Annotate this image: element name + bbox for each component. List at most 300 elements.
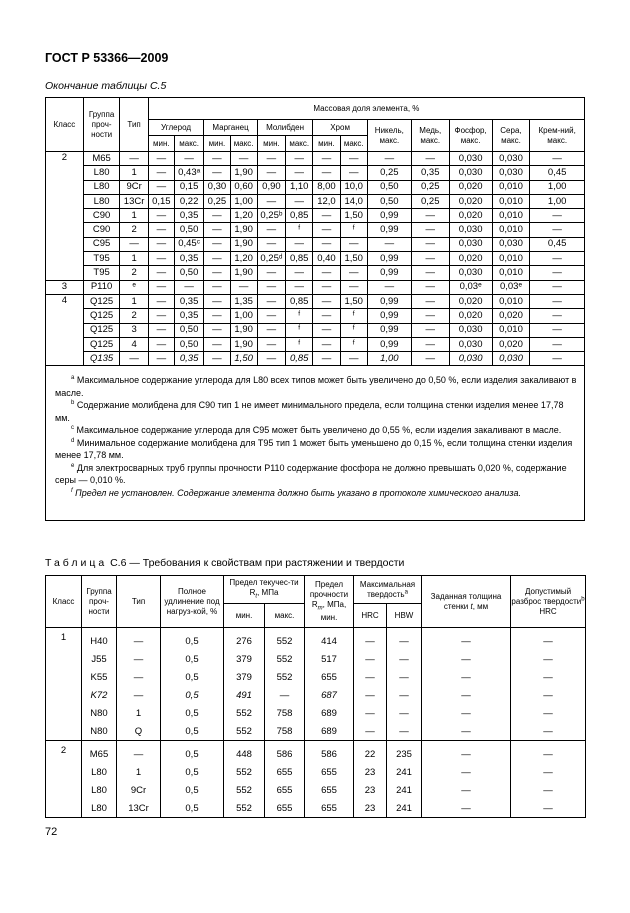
table6-cell: — <box>422 781 511 799</box>
table5-cell: 0,030 <box>449 223 492 237</box>
table5-cell: 2 <box>120 266 148 280</box>
th6-max: макс. <box>265 604 305 628</box>
footnote-mark: b <box>71 400 75 407</box>
table5-cell: L80 <box>83 194 120 208</box>
table5-cell: 0,010 <box>492 294 530 308</box>
table5-cell: — <box>411 266 449 280</box>
table5-cell: — <box>230 152 257 166</box>
table6-cell: — <box>422 668 511 686</box>
table5-cell: 0,010 <box>492 323 530 337</box>
table5-cell: 0,45 <box>530 166 585 180</box>
table5-cell: 0,030 <box>449 323 492 337</box>
table5-cell: — <box>230 280 257 294</box>
table5-cell: 0,35 <box>174 209 203 223</box>
table6-row <box>46 628 586 651</box>
table6-cell: — <box>387 668 422 686</box>
table6-cell: K72 <box>82 686 117 704</box>
table6-row <box>46 722 586 741</box>
table6-cell: — <box>387 704 422 722</box>
table5-cell: T95 <box>83 266 120 280</box>
th6-yield-text: Предел текучес-ти R <box>229 577 299 597</box>
table5-cell: — <box>120 152 148 166</box>
th6-class: Класс <box>46 576 82 628</box>
table6-cell: — <box>117 628 161 651</box>
th-min: мин. <box>204 136 230 152</box>
table5-cell: 0,020 <box>449 209 492 223</box>
table5-cell: 0,85 <box>286 352 313 366</box>
table6-cell: 689 <box>305 704 354 722</box>
table5-cell: — <box>411 237 449 251</box>
table5-cell: 0,99 <box>367 309 411 323</box>
table6-cell: — <box>354 722 387 741</box>
table6-cell: 379 <box>224 668 265 686</box>
th-max: макс. <box>340 136 367 152</box>
th-min: мин. <box>148 136 174 152</box>
table5-cell: 8,00 <box>313 180 340 194</box>
footnote-text: Максимальное содержание углерода для L80 всех типов может быть увеличено до 0,50 %, если изделия закаливают в масле. <box>55 375 577 398</box>
table5-cell: 1,00 <box>530 180 585 194</box>
table5-cell: 4 <box>120 337 148 351</box>
table5-cell: C90 <box>83 209 120 223</box>
table5-cell: 0,50 <box>174 266 203 280</box>
table5-cell: C95 <box>83 237 120 251</box>
table5-cell: — <box>313 294 340 308</box>
th-silicon: Крем-ний, макс. <box>530 120 585 152</box>
table5-cell: 0,010 <box>492 266 530 280</box>
table5-cell: 2 <box>120 309 148 323</box>
table6-cell: 241 <box>387 781 422 799</box>
table5-cell: — <box>313 166 340 180</box>
table6-row <box>46 741 586 764</box>
footnote <box>55 437 578 462</box>
table5-cell: — <box>204 252 230 266</box>
table5-cell: — <box>286 266 313 280</box>
table6-cell: — <box>422 763 511 781</box>
th6-thickness-unit: , мм <box>472 601 489 611</box>
table6-cell: — <box>511 722 586 741</box>
table5-cell: 0,25ᵇ <box>257 209 285 223</box>
th6-type: Тип <box>117 576 161 628</box>
table6-cell: — <box>117 668 161 686</box>
table6-cell: — <box>511 781 586 799</box>
table5-cell: 0,40 <box>313 252 340 266</box>
table5-cell: ᶠ <box>340 309 367 323</box>
th-phosphorus: Фосфор, макс. <box>449 120 492 152</box>
table6-caption <box>45 557 404 569</box>
table5-cell: ᶠ <box>340 337 367 351</box>
footnote-text: Минимальное содержание молибдена для Т95 тип 1 может быть уменьшено до 0,15 %, если толщина стенки изделия менее 17,78 мм. <box>55 437 573 461</box>
table6-cell: 0,5 <box>161 763 224 781</box>
table5-cell: 10,0 <box>340 180 367 194</box>
table5-cell: — <box>411 294 449 308</box>
th-max: макс. <box>174 136 203 152</box>
table5-cell: ᶠ <box>340 223 367 237</box>
table5-cell: — <box>313 280 340 294</box>
table6-caption-text: С.6 — Требования к свойствам при растяжении и твердости <box>107 557 405 569</box>
th6-spread-sup: b <box>581 595 585 602</box>
table5-cell: — <box>148 237 174 251</box>
table6-cell: — <box>422 799 511 818</box>
table5-cell: — <box>313 237 340 251</box>
table5-cell: 1,90 <box>230 337 257 351</box>
table5-cell: — <box>148 180 174 194</box>
table5-cell: — <box>530 209 585 223</box>
table5-cell: — <box>530 280 585 294</box>
table5-cell: — <box>530 223 585 237</box>
table5-row <box>46 280 585 294</box>
table5-cell: — <box>313 209 340 223</box>
table5-cell: ᶠ <box>340 323 367 337</box>
table6-cell: 655 <box>265 799 305 818</box>
table5-cell: 0,85 <box>286 294 313 308</box>
th6-spread-text: Допустимый разброс твердости <box>511 586 582 606</box>
table5-cell: 0,85 <box>286 252 313 266</box>
table6-cell: — <box>422 704 511 722</box>
table5-cell: 0,35 <box>411 166 449 180</box>
table6-cell: — <box>511 763 586 781</box>
table5-cell: — <box>530 309 585 323</box>
table5-cell: — <box>313 223 340 237</box>
table5-cell: 0,50 <box>367 180 411 194</box>
page-number: 72 <box>45 826 58 838</box>
table5-cell: — <box>257 294 285 308</box>
table5-cell: — <box>204 309 230 323</box>
table6-cell: 0,5 <box>161 799 224 818</box>
table6-cell: 0,5 <box>161 722 224 741</box>
footnote-text: Максимальное содержание углерода для С95 может быть увеличено до 0,55 %, если изделия закаливают в масле. <box>74 425 562 436</box>
table6-cell: H40 <box>82 628 117 651</box>
footnote-text: Предел не установлен. Содержание элемента должно быть указано в протоколе химического анализа. <box>72 487 522 498</box>
table5-cell: — <box>411 252 449 266</box>
table6-cell: L80 <box>82 763 117 781</box>
table6-cell: 0,5 <box>161 741 224 764</box>
table5-cell: ᶠ <box>286 223 313 237</box>
footnote <box>55 424 578 437</box>
th6-wall-thickness <box>422 576 511 628</box>
table5-cell: 0,25ᵈ <box>257 252 285 266</box>
table6-cell: 655 <box>305 668 354 686</box>
table5-cell: C90 <box>83 223 120 237</box>
table5-cell: P110 <box>83 280 120 294</box>
th6-strength-group: Группа проч-ности <box>82 576 117 628</box>
table6-cell: — <box>387 650 422 668</box>
table5-cell: 2 <box>120 223 148 237</box>
table5-cell: — <box>257 223 285 237</box>
table5-cell: — <box>257 280 285 294</box>
table5-cell: 0,50 <box>367 194 411 208</box>
th-strength-group: Группа проч-ности <box>83 98 120 152</box>
table5-row <box>46 180 585 194</box>
footnote-text: Содержание молибдена для С90 тип 1 не имеет минимального предела, если толщина стенки изделия менее 17,78 мм. <box>55 400 564 423</box>
table6-cell: L80 <box>82 799 117 818</box>
table5-row <box>46 294 585 308</box>
table5-row <box>46 252 585 266</box>
table5-cell: — <box>148 252 174 266</box>
th-mass-fraction: Массовая доля элемента, % <box>148 98 584 120</box>
table6-cell: — <box>511 650 586 668</box>
table5-row <box>46 309 585 323</box>
table5-cell: — <box>411 223 449 237</box>
table5-cell: — <box>204 266 230 280</box>
table6-cell: 1 <box>117 763 161 781</box>
th-nickel: Никель, макс. <box>367 120 411 152</box>
table5-cell: 0,43ᵃ <box>174 166 203 180</box>
table5-caption: Окончание таблицы С.5 <box>45 80 167 92</box>
table6-cell: 689 <box>305 722 354 741</box>
table6-cell: — <box>422 650 511 668</box>
table5-cell: L80 <box>83 166 120 180</box>
th6-yield-unit: , МПа <box>257 587 279 597</box>
table5-class-cell: 3 <box>46 280 84 294</box>
table5-row <box>46 209 585 223</box>
table5-cell: 0,010 <box>492 180 530 194</box>
table6-cell: 655 <box>305 781 354 799</box>
table6-cell: 235 <box>387 741 422 764</box>
table5-cell: — <box>257 337 285 351</box>
table5-cell: 0,030 <box>449 152 492 166</box>
table5-cell: — <box>411 209 449 223</box>
table5-cell: 0,22 <box>174 194 203 208</box>
table5-cell: 0,45ᶜ <box>174 237 203 251</box>
table5-cell: 1,20 <box>230 209 257 223</box>
table6-cell: — <box>511 741 586 764</box>
table5-cell: — <box>148 152 174 166</box>
th-manganese: Марганец <box>204 120 257 136</box>
th-carbon: Углерод <box>148 120 204 136</box>
table6-cell: 655 <box>265 763 305 781</box>
table5-cell: — <box>148 352 174 366</box>
table6-cell: L80 <box>82 781 117 799</box>
table6-cell: — <box>422 628 511 651</box>
table-c6-tensile-hardness <box>45 575 586 818</box>
th-sulfur: Сера, макс. <box>492 120 530 152</box>
table6-cell: — <box>117 686 161 704</box>
table6-cell: 0,5 <box>161 781 224 799</box>
table5-cell: — <box>313 337 340 351</box>
table5-cell: 1,90 <box>230 266 257 280</box>
table5-cell: — <box>286 152 313 166</box>
table6-class-cell: 1 <box>46 628 82 741</box>
table5-cell: 0,99 <box>367 209 411 223</box>
table5-cell: 0,030 <box>449 352 492 366</box>
footnote-mark: c <box>71 425 74 432</box>
table6-cell: M65 <box>82 741 117 764</box>
table5-cell: — <box>286 280 313 294</box>
table6-cell: 758 <box>265 704 305 722</box>
footnote-mark: f <box>71 487 73 494</box>
table6-row <box>46 704 586 722</box>
table6-cell: 1 <box>117 704 161 722</box>
table6-cell: K55 <box>82 668 117 686</box>
table6-cell: 552 <box>265 668 305 686</box>
table5-cell: — <box>204 294 230 308</box>
table5-cell: — <box>148 323 174 337</box>
table5-cell: 0,25 <box>411 194 449 208</box>
table5-footnotes <box>46 366 585 521</box>
table5-row <box>46 323 585 337</box>
table5-cell: 0,90 <box>257 180 285 194</box>
table5-cell: — <box>340 280 367 294</box>
table5-cell: T95 <box>83 252 120 266</box>
th-max: макс. <box>230 136 257 152</box>
th6-yield-sub: t <box>255 593 258 600</box>
th-min: мин. <box>257 136 285 152</box>
table5-row <box>46 337 585 351</box>
table5-cell: — <box>174 280 203 294</box>
table6-cell: — <box>387 628 422 651</box>
table5-cell: 0,020 <box>449 194 492 208</box>
table5-cell: 0,03ᵉ <box>449 280 492 294</box>
table5-cell: 0,50 <box>174 323 203 337</box>
table6-cell: — <box>354 668 387 686</box>
table6-cell: 23 <box>354 781 387 799</box>
table6-cell: 655 <box>305 799 354 818</box>
table5-cell: 0,35 <box>174 352 203 366</box>
table6-cell: J55 <box>82 650 117 668</box>
table5-cell: — <box>148 266 174 280</box>
table5-cell: — <box>411 337 449 351</box>
table5-cell: — <box>313 323 340 337</box>
table5-cell: Q125 <box>83 323 120 337</box>
table5-cell: — <box>148 294 174 308</box>
table6-cell: — <box>422 722 511 741</box>
table5-cell: 0,010 <box>492 209 530 223</box>
table5-cell: — <box>367 152 411 166</box>
table5-cell: 1,35 <box>230 294 257 308</box>
table6-cell: 758 <box>265 722 305 741</box>
table5-cell: ᶠ <box>286 337 313 351</box>
table6-cell: 13Cr <box>117 799 161 818</box>
table5-cell: — <box>530 152 585 166</box>
table5-cell: 0,30 <box>204 180 230 194</box>
table5-cell: — <box>257 323 285 337</box>
table5-cell: — <box>367 237 411 251</box>
table5-cell: 0,030 <box>449 266 492 280</box>
table6-cell: 23 <box>354 799 387 818</box>
table5-cell: — <box>530 266 585 280</box>
table5-cell: 0,50 <box>174 337 203 351</box>
table5-row <box>46 237 585 251</box>
table5-row <box>46 223 585 237</box>
table5-cell: 0,35 <box>174 252 203 266</box>
footnote <box>55 374 578 399</box>
table5-cell: 1,00 <box>230 194 257 208</box>
table5-cell: 1,90 <box>230 166 257 180</box>
table6-cell: 552 <box>224 704 265 722</box>
table5-cell: — <box>530 323 585 337</box>
table5-cell: 0,030 <box>449 237 492 251</box>
table5-cell: 0,99 <box>367 294 411 308</box>
table6-cell: — <box>265 686 305 704</box>
table5-cell: 1,50 <box>340 209 367 223</box>
table5-cell: 0,030 <box>492 352 530 366</box>
table5-cell: — <box>257 352 285 366</box>
table5-cell: — <box>313 309 340 323</box>
table5-class-cell: 2 <box>46 152 84 281</box>
table5-cell: — <box>257 309 285 323</box>
table6-cell: 23 <box>354 763 387 781</box>
table-c5-chemical-composition <box>45 97 585 521</box>
table6-cell: 0,5 <box>161 650 224 668</box>
table5-cell: 0,030 <box>492 237 530 251</box>
table5-cell: L80 <box>83 180 120 194</box>
table6-cell: 241 <box>387 799 422 818</box>
th6-tensile-sub: m <box>317 605 323 612</box>
table5-cell: — <box>340 166 367 180</box>
table5-row <box>46 152 585 166</box>
table5-cell: — <box>120 352 148 366</box>
th-molybdenum: Молибден <box>257 120 313 136</box>
th6-elongation: Полное удлинение под нагруз-кой, % <box>161 576 224 628</box>
table5-cell: 0,99 <box>367 223 411 237</box>
table5-cell: 0,50 <box>174 223 203 237</box>
table5-cell: 1,00 <box>367 352 411 366</box>
table6-cell: — <box>354 650 387 668</box>
table6-cell: 655 <box>305 763 354 781</box>
table6-cell: — <box>511 686 586 704</box>
table5-cell: — <box>411 152 449 166</box>
table5-cell: 0,020 <box>492 309 530 323</box>
th6-spread-unit: HRC <box>539 606 557 616</box>
table6-cell: Q <box>117 722 161 741</box>
table5-cell: 0,010 <box>492 252 530 266</box>
th6-hardness-text: Максимальная твердость <box>359 579 416 599</box>
table5-cell: 0,030 <box>492 166 530 180</box>
th-chromium: Хром <box>313 120 368 136</box>
table5-cell: — <box>411 309 449 323</box>
table6-cell: 379 <box>224 650 265 668</box>
table6-cell: — <box>117 741 161 764</box>
table5-cell: 0,010 <box>492 223 530 237</box>
table5-cell: 0,99 <box>367 323 411 337</box>
th6-tensile-text: Предел прочности R <box>309 579 349 609</box>
table6-cell: — <box>422 686 511 704</box>
table5-cell: — <box>204 337 230 351</box>
table6-row <box>46 686 586 704</box>
footnote-mark: e <box>71 462 75 469</box>
th6-hrc: HRC <box>354 604 387 628</box>
th-max: макс. <box>286 136 313 152</box>
table6-cell: 552 <box>224 799 265 818</box>
table5-cell: 1 <box>120 294 148 308</box>
table5-cell: — <box>204 223 230 237</box>
table5-cell: — <box>340 352 367 366</box>
table6-cell: 517 <box>305 650 354 668</box>
table5-cell: 0,99 <box>367 252 411 266</box>
table5-cell: — <box>530 294 585 308</box>
table5-cell: 1,00 <box>230 309 257 323</box>
table6-cell: 0,5 <box>161 668 224 686</box>
table5-cell: — <box>257 152 285 166</box>
table5-cell: — <box>174 152 203 166</box>
table5-cell: — <box>148 337 174 351</box>
table6-row <box>46 763 586 781</box>
table5-cell: 1 <box>120 252 148 266</box>
table6-cell: N80 <box>82 704 117 722</box>
table5-cell: 0,15 <box>148 194 174 208</box>
table5-cell: 0,45 <box>530 237 585 251</box>
table5-cell: 0,03ᵉ <box>492 280 530 294</box>
table6-cell: 9Cr <box>117 781 161 799</box>
table5-cell: 3 <box>120 323 148 337</box>
table5-cell: M65 <box>83 152 120 166</box>
table5-cell: — <box>204 152 230 166</box>
table5-cell: 1,00 <box>530 194 585 208</box>
table6-cell: 241 <box>387 763 422 781</box>
table5-cell: 0,020 <box>449 180 492 194</box>
table6-cell: 448 <box>224 741 265 764</box>
table6-cell: — <box>511 628 586 651</box>
